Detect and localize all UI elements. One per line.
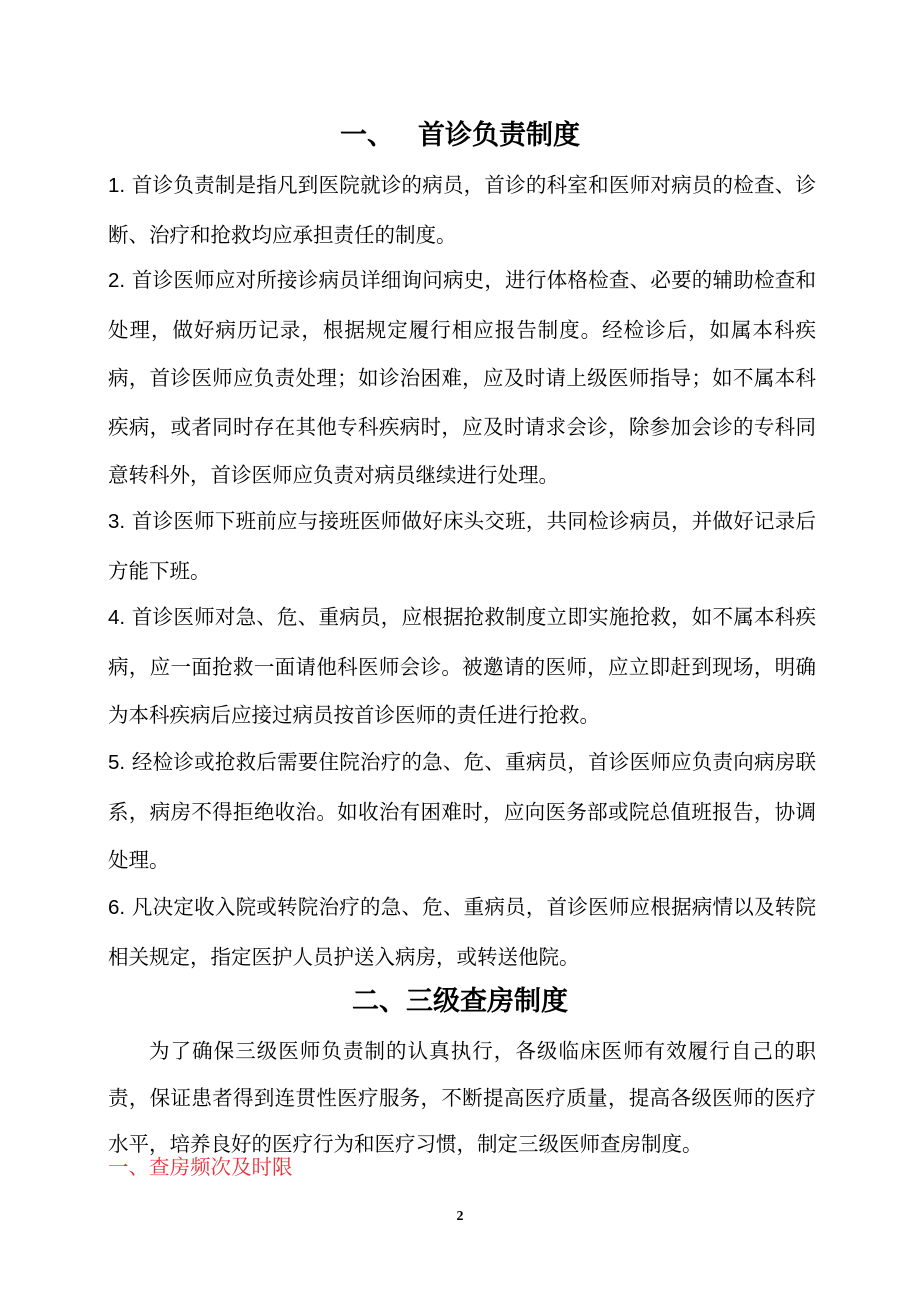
item-text: 经检诊或抢救后需要住院治疗的急、危、重病员，首诊医师应负责向病房联系，病房不得拒绝收治。如收治有困难时，应向医务部或院总值班报告，协调处理。 (108, 750, 816, 873)
item-number: 6. (108, 896, 126, 919)
section-2-subheading: 一、查房频次及时限 (108, 1155, 293, 1179)
item-number: 3. (108, 510, 126, 533)
page-number: 2 (456, 1209, 464, 1224)
item-text: 首诊医师对急、危、重病员，应根据抢救制度立即实施抢救，如不属本科疾病，应一面抢救一面请他科医师会诊。被邀请的医师，应立即赶到现场，明确为本科疾病后应接过病员按首诊医师的责任进行抢救。 (108, 605, 816, 728)
section-1-title (0, 118, 920, 154)
section-2-intro: 为了确保三级医师负责制的认真执行，各级临床医师有效履行自己的职责，保证患者得到连贯性医疗服务，不断提高医疗质量，提高各级医师的医疗水平，培养良好的医疗行为和医疗习惯，制定三级医师查房制度。 (108, 1039, 816, 1156)
item-text: 首诊医师应对所接诊病员详细询问病史，进行体格检查、必要的辅助检查和处理，做好病历记录，根据规定履行相应报告制度。经检诊后，如属本科疾病，首诊医师应负责处理；如诊治困难，应及时请上级医师指导；如不属本科疾病，或者同时存在其他专科疾病时，应及时请求会诊，除参加会诊的专科同意转科外，首诊医师应负责对病员继续进行处理。 (108, 268, 816, 488)
paragraph-item-3 (108, 497, 816, 595)
item-number: 2. (108, 269, 126, 292)
paragraph-item-2 (108, 256, 816, 500)
paragraph-item-6 (108, 883, 816, 981)
item-text: 首诊负责制是指凡到医院就诊的病员，首诊的科室和医师对病员的检查、诊断、治疗和抢救均应承担责任的制度。 (108, 173, 816, 247)
section-1-title-prefix: 一、 (340, 120, 394, 151)
section-2-title: 二、三级查房制度 (352, 986, 568, 1017)
paragraph-item-1 (108, 161, 816, 259)
item-number: 1. (108, 174, 126, 197)
paragraph-item-4 (108, 593, 816, 740)
section-1-title-text: 首诊负责制度 (418, 120, 580, 151)
item-number: 4. (108, 606, 126, 629)
item-text: 凡决定收入院或转院治疗的急、危、重病员，首诊医师应根据病情以及转院相关规定，指定医护人员护送入病房，或转送他院。 (108, 895, 816, 969)
item-text: 首诊医师下班前应与接班医师做好床头交班，共同检诊病员，并做好记录后方能下班。 (108, 509, 816, 583)
item-number: 5. (108, 751, 126, 774)
paragraph-item-5 (108, 738, 816, 885)
